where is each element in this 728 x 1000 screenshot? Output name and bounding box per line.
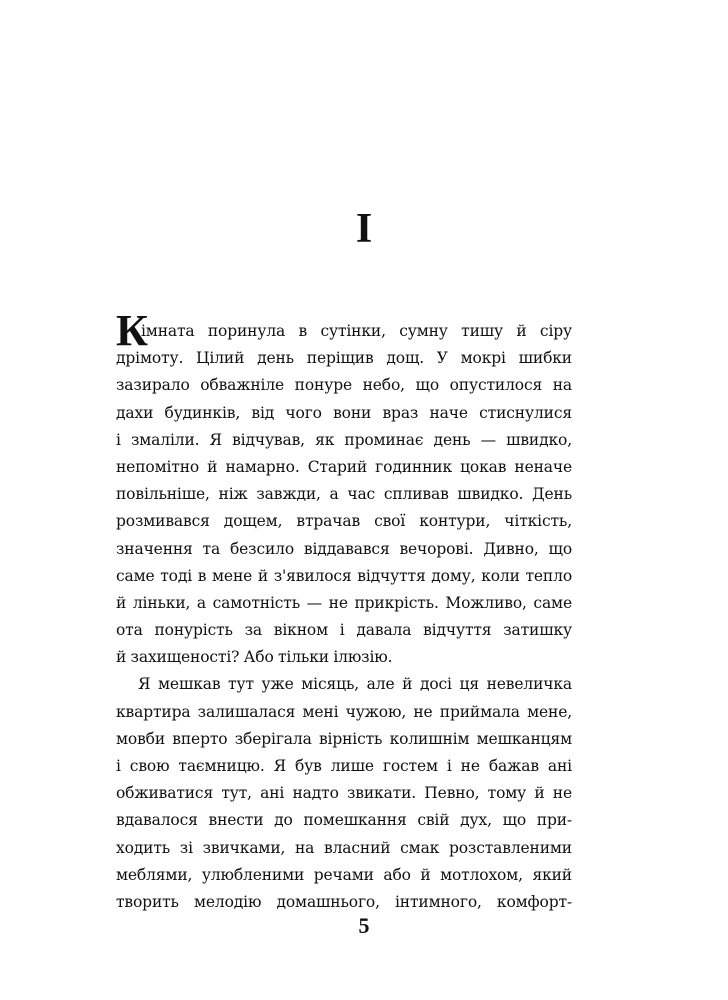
paragraph-1-line: непомітно й намарно. Старий годинник цокав неначе xyxy=(116,457,572,476)
paragraph-1-line: ота понурість за вікном і давала відчуття затишку xyxy=(116,621,572,640)
paragraph-1-line: саме тоді в мене й з'явилося відчуття дому, коли тепло xyxy=(116,566,572,585)
chapter-text xyxy=(116,306,572,916)
paragraph-1-line: зазирало обважніле понуре небо, що опустилося на xyxy=(116,376,572,395)
paragraph-2-line: ходить зі звичками, на власний смак розставленими xyxy=(116,838,572,857)
chapter-number: I xyxy=(355,206,373,252)
paragraph-1-line: дрімоту. Цілий день періщив дощ. У мокрі шибки xyxy=(116,349,572,368)
paragraph-1-line: значення та безсило віддавався вечорові. Дивно, що xyxy=(116,539,572,558)
drop-cap: К xyxy=(116,306,148,356)
paragraph-2-line: Я мешкав тут уже місяць, але й досі ця невеличка xyxy=(138,675,572,694)
paragraph-2-line: обживатися тут, ані надто звикати. Певно, тому й не xyxy=(116,784,572,803)
paragraph-2-line: вдавалося внести до помешкання свій дух, що при- xyxy=(116,811,572,830)
paragraph-1-first-line xyxy=(116,306,572,356)
page-number: 5 xyxy=(358,913,370,938)
paragraph-2-line: і свою таємницю. Я був лише гостем і не бажав ані xyxy=(116,757,572,775)
paragraph-1-line: імната поринула в сутінки, сумну тишу й сіру xyxy=(141,321,572,340)
paragraph-2-line: меблями, улюбленими речами або й мотлохом, який xyxy=(116,865,572,884)
paragraph-2-line: творить мелодію домашнього, інтимного, комфорт- xyxy=(116,892,572,911)
paragraph-1-line: розмивався дощем, втрачав свої контури, чіткість, xyxy=(116,512,572,531)
paragraph-1-line: повільніше, ніж завжди, а час спливав швидко. День xyxy=(116,485,572,504)
paragraph-1-line: і змаліли. Я відчував, як проминає день — швидко, xyxy=(116,430,572,449)
paragraph-2-line: мовби вперто зберігала вірність колишнім мешканцям xyxy=(116,729,572,748)
paragraph-1-line: й захищеності? Або тільки ілюзію. xyxy=(116,648,393,667)
paragraph-2-line: квартира залишалася мені чужою, не приймала мене, xyxy=(116,702,572,721)
paragraph-1-line: й ліньки, а самотність — не прикрість. Можливо, саме xyxy=(116,593,572,612)
paragraph-1-line: дахи будинків, від чого вони враз наче стиснулися xyxy=(116,403,572,422)
